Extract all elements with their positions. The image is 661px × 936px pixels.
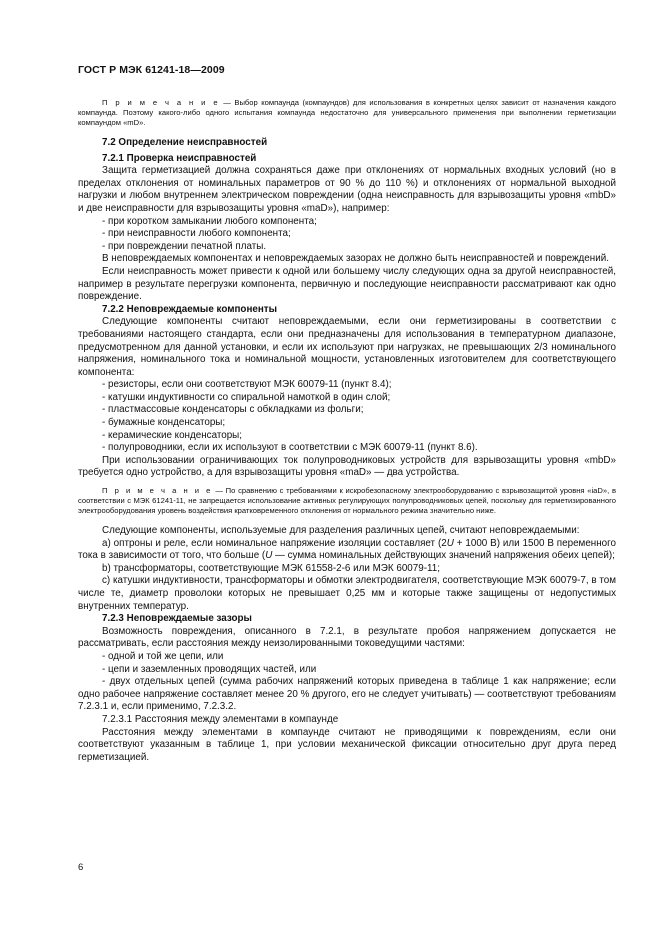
note-1-label: П р и м е ч а н и е xyxy=(102,98,220,107)
list-item: - при коротком замыкании любого компонента; xyxy=(102,215,317,227)
list-item: - керамические конденсаторы; xyxy=(102,429,242,441)
section-7-2-2-paragraph-1: Следующие компоненты считают неповреждаемыми, если они герметизированы в соответствии с требованиями настоящего стандарта, если они предназначены для использования в температурном диапазоне, предусмотренном для данной установки, и если их используют при нагрузках, не превышающих 2/3 номинального напряжения, номинального тока и номинальной мощности, установленных изготовителем для соответствующего компонента: xyxy=(78,316,616,378)
list-item-a xyxy=(78,538,616,563)
list-item: - полупроводники, если их используют в соответствии с МЭК 60079-11 (пункт 8.6). xyxy=(102,442,478,454)
list-item-a-part-3: — сумма номинальных действующих значений напряжения обеих цепей); xyxy=(272,550,615,562)
list-item-b: b) трансформаторы, соответствующие МЭК 61558-2-6 или МЭК 60079-11; xyxy=(102,562,440,574)
list-item: - бумажные конденсаторы; xyxy=(102,417,226,429)
section-7-2-heading: 7.2 Определение неисправностей xyxy=(102,137,268,148)
variable-u: U xyxy=(446,537,454,549)
variable-u: U xyxy=(265,550,273,562)
section-7-2-3-1-paragraph: Расстояния между элементами в компаунде считают не приводящими к повреждениям, если они соответствуют указанным в таблице 1, при условии механической фиксации относительно друг друга перед герметизацией. xyxy=(78,726,616,763)
section-7-2-1-paragraph-2: В неповреждаемых компонентах и неповреждаемых зазорах не должно быть неисправностей и повреждений. xyxy=(102,253,609,265)
list-item-c: с) катушки индуктивности, трансформаторы и обмотки электродвигателя, соответствующие МЭК 60079-7, в том числе те, диаметр проволоки которых не превышает 0,25 мм и которые также защищены от недопустимых внутренних температур. xyxy=(78,575,616,612)
list-item-a-part-2: + 1000 В) или 1500 В переменного тока в зависимости от того, что больше ( xyxy=(78,537,616,562)
list-item: - резисторы, если они соответствуют МЭК 60079-11 (пункт 8.4); xyxy=(102,379,392,391)
note-2-label: П р и м е ч а н и е xyxy=(102,486,213,496)
section-7-2-1-paragraph-1: Защита герметизацией должна сохраняться даже при отклонениях от нормальных входных условий (но в пределах отклонения от номинальных параметров от 90 % до 110 %) и отклонениях от нормальной выходной нагрузки и любом внутреннем электрическом повреждении (одна неисправность для взрывозащиты уровня «mbD» и две неисправности для взрывозащиты уровня «maD»), например: xyxy=(78,165,616,214)
section-7-2-2-paragraph-3: Следующие компоненты, используемые для разделения различных цепей, считают неповреждаемыми: xyxy=(102,525,580,537)
document-header: ГОСТ Р МЭК 61241-18—2009 xyxy=(78,64,225,76)
section-7-2-3-paragraph-1: Возможность повреждения, описанного в 7.2.1, в результате пробоя напряжением допускается не рассматривать, если расстояния между неизолированными токоведущими частями: xyxy=(78,625,616,650)
note-2-text: — По сравнению с требованиями к искробезопасному электрооборудованию с взрывозащитой уровня «iaD», в соответствии с МЭК 61241-11, не запрещается использование активных регулирующих полупроводниковых цепей, поскольку для герметизированного электрооборудования уровень воздействия кратковременного отклонения от нормального режима значительно ниже. xyxy=(78,486,616,516)
section-7-2-3-heading: 7.2.3 Неповреждаемые зазоры xyxy=(102,613,252,625)
list-item-a-part-1: а) оптроны и реле, если номинальное напряжение изоляции составляет (2 xyxy=(102,537,447,549)
list-item: - при неисправности любого компонента; xyxy=(102,228,291,240)
text-column xyxy=(78,98,616,764)
note-1 xyxy=(78,98,616,128)
list-item: - катушки индуктивности со спиральной намоткой в один слой; xyxy=(102,391,391,403)
section-7-2-2-heading: 7.2.2 Неповреждаемые компоненты xyxy=(102,303,278,315)
note-2 xyxy=(78,486,616,516)
list-item: - двух отдельных цепей (сумма рабочих напряжений которых приведена в таблице 1 как напряжение; если одно рабочее напряжение составляет менее 20 % другого, его не следует учитывать) — соответствуют требованиям 7.2.3.1 и, если применимо, 7.2.3.2. xyxy=(78,676,616,713)
list-item: - пластмассовые конденсаторы с обкладками из фольги; xyxy=(102,404,364,416)
page-number: 6 xyxy=(78,862,84,873)
note-1-text: — Выбор компаунда (компаундов) для использования в конкретных целях зависит от назначения каждого компаунда. Поэтому какого-либо одного испытания компаунда недостаточно для универсального применения при выполнении герметизации компаундом «mD». xyxy=(78,98,616,127)
section-7-2-1-paragraph-3: Если неисправность может привести к одной или большему числу следующих одна за другой неисправностей, например в результате перегрузки компонента, первичную и последующие неисправности рассматривают как одно повреждение. xyxy=(78,265,616,303)
list-item: - одной и той же цепи, или xyxy=(102,650,224,662)
section-7-2-2-paragraph-2: При использовании ограничивающих ток полупроводниковых устройств для взрывозащиты уровня «mbD» требуется одно устройство, а для взрывозащиты уровня «maD» — два устройства. xyxy=(78,454,616,479)
list-item: - цепи и заземленных проводящих частей, или xyxy=(102,663,317,675)
list-item: - при повреждении печатной платы. xyxy=(102,240,267,252)
section-7-2-1-heading: 7.2.1 Проверка неисправностей xyxy=(102,152,257,164)
section-7-2-3-1-heading: 7.2.3.1 Расстояния между элементами в компаунде xyxy=(102,713,339,725)
